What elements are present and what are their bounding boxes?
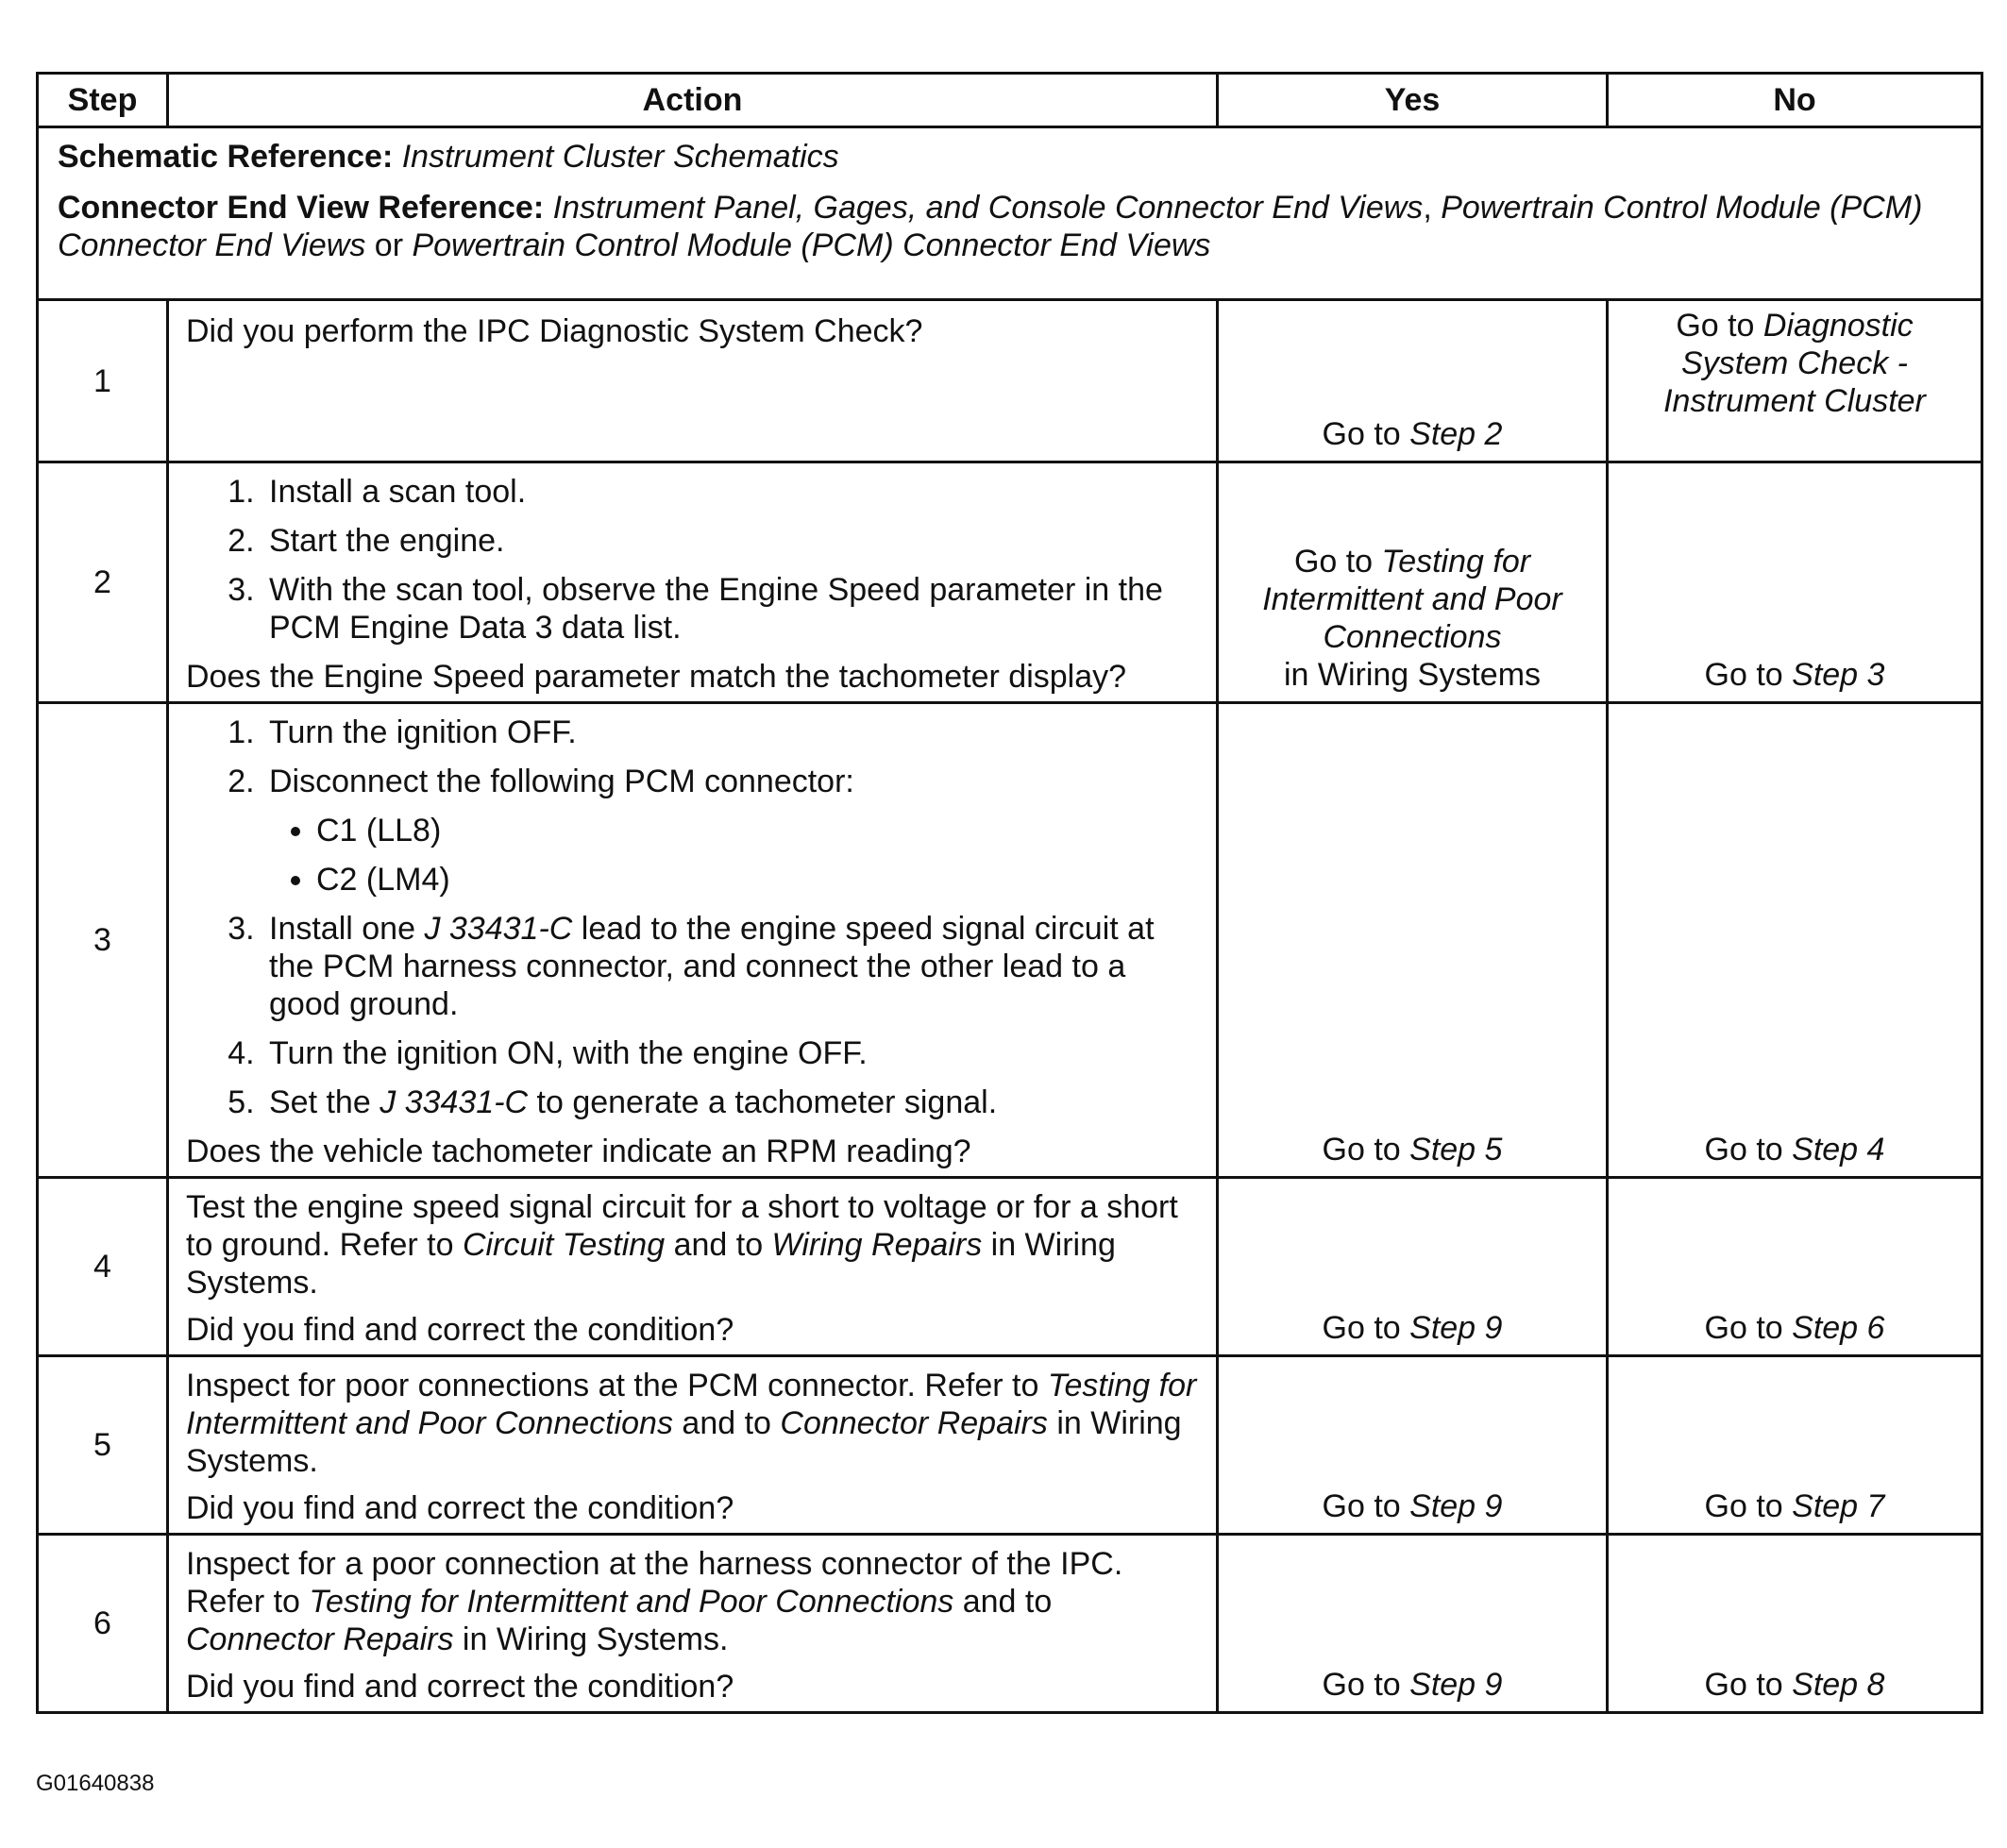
- reference-link[interactable]: Connector Repairs: [186, 1621, 454, 1657]
- connector-reference-label: Connector End View Reference:: [58, 190, 545, 226]
- header-action: Action: [168, 74, 1218, 127]
- schematic-reference-label: Schematic Reference:: [58, 139, 394, 175]
- action-text-part: Test the engine speed signal circuit for a short to voltage or for a short to ground. Refer to: [186, 1189, 1178, 1263]
- action-text-part: Inspect for a poor connection at the harness connector of the IPC. Refer to: [186, 1546, 1123, 1620]
- yes-link[interactable]: Step 9: [1409, 1310, 1503, 1346]
- action-step-text: Install one: [269, 911, 425, 947]
- action-step-item: [263, 910, 1201, 1023]
- no-link[interactable]: Step 3: [1792, 657, 1885, 693]
- no-link[interactable]: Step 6: [1792, 1310, 1885, 1346]
- yes-link[interactable]: Step 9: [1409, 1488, 1503, 1524]
- connector-reference-link-2[interactable]: Powertrain Control Module (PCM) Connector End Views: [58, 190, 1923, 263]
- tool-reference[interactable]: J 33431-C: [379, 1084, 529, 1120]
- action-step-item: [263, 763, 1201, 899]
- no-prefix: Go to: [1704, 1132, 1793, 1168]
- no-link[interactable]: Step 8: [1792, 1667, 1885, 1703]
- connector-list-item: • C1 (LL8): [316, 812, 1201, 849]
- connector-reference: [58, 189, 1962, 264]
- action-text: [186, 1545, 1201, 1658]
- action-question: Did you perform the IPC Diagnostic System Check?: [186, 313, 923, 349]
- action-cell: [168, 1178, 1218, 1356]
- reference-link[interactable]: Testing for Intermittent and Poor Connections: [309, 1584, 954, 1620]
- no-link[interactable]: Diagnostic System Check - Instrument Cluster: [1663, 308, 1926, 419]
- action-text: [186, 1367, 1201, 1480]
- action-text: [186, 1188, 1201, 1302]
- no-link[interactable]: Step 7: [1792, 1488, 1885, 1524]
- yes-cell: [1218, 1178, 1608, 1356]
- yes-cell: [1218, 300, 1608, 462]
- document-id: G01640838: [36, 1771, 155, 1796]
- action-text-part: and to: [672, 1405, 781, 1441]
- action-step-text: to generate a tachometer signal.: [528, 1084, 998, 1120]
- reference-link[interactable]: Circuit Testing: [462, 1227, 666, 1263]
- yes-prefix: Go to: [1322, 1667, 1410, 1703]
- diagnostic-table-container: [36, 72, 1981, 1714]
- table-row: [38, 703, 1982, 1178]
- step-number: 1: [38, 300, 168, 462]
- action-cell: [168, 1535, 1218, 1713]
- action-step-text: Disconnect the following PCM connector:: [269, 764, 854, 799]
- reference-cell: [38, 127, 1982, 300]
- action-question: Did you find and correct the condition?: [186, 1312, 734, 1348]
- action-step-item: [263, 714, 1201, 751]
- connector-reference-link-3[interactable]: Powertrain Control Module (PCM) Connector End Views: [412, 227, 1211, 263]
- no-cell: [1608, 462, 1982, 703]
- action-text-part: in Wiring Systems.: [453, 1621, 729, 1657]
- yes-prefix: Go to: [1322, 416, 1410, 452]
- yes-link[interactable]: Testing for Intermittent and Poor Connections: [1262, 544, 1562, 655]
- connector-reference-sep-1: ,: [1423, 190, 1442, 226]
- no-prefix: Go to: [1704, 1667, 1793, 1703]
- yes-cell: [1218, 1356, 1608, 1535]
- action-question: Did you find and correct the condition?: [186, 1490, 734, 1526]
- header-step: Step: [38, 74, 168, 127]
- action-question: Does the Engine Speed parameter match the tachometer display?: [186, 659, 1127, 695]
- header-yes: Yes: [1218, 74, 1608, 127]
- action-cell: [168, 462, 1218, 703]
- no-link[interactable]: Step 4: [1792, 1132, 1885, 1168]
- table-row: [38, 1178, 1982, 1356]
- yes-cell: [1218, 703, 1608, 1178]
- action-text-part: Inspect for poor connections at the PCM connector. Refer to: [186, 1368, 1048, 1403]
- no-prefix: Go to: [1676, 308, 1763, 344]
- yes-link[interactable]: Step 9: [1409, 1667, 1503, 1703]
- table-row: [38, 300, 1982, 462]
- connector-list: [269, 812, 1201, 899]
- tool-reference[interactable]: J 33431-C: [424, 911, 573, 947]
- no-prefix: Go to: [1704, 1488, 1793, 1524]
- action-cell: [168, 300, 1218, 462]
- action-step-item: 3. With the scan tool, observe the Engine Speed parameter in the PCM Engine Data 3 data list.: [263, 571, 1201, 647]
- yes-cell: [1218, 462, 1608, 703]
- action-question: Does the vehicle tachometer indicate an RPM reading?: [186, 1134, 971, 1169]
- yes-suffix: in Wiring Systems: [1283, 657, 1542, 693]
- action-step-item: [263, 1084, 1201, 1121]
- action-steps: [186, 714, 1201, 1121]
- action-step-item: 2. Start the engine.: [263, 522, 1201, 560]
- yes-prefix: Go to: [1322, 1132, 1410, 1168]
- reference-link[interactable]: Wiring Repairs: [771, 1227, 983, 1263]
- no-cell: [1608, 703, 1982, 1178]
- step-number: 5: [38, 1356, 168, 1535]
- reference-link[interactable]: Connector Repairs: [780, 1405, 1048, 1441]
- diagnostic-table: [36, 72, 1983, 1714]
- no-prefix: Go to: [1704, 657, 1793, 693]
- yes-prefix: Go to: [1293, 544, 1382, 580]
- action-cell: [168, 1356, 1218, 1535]
- action-text-part: in Wiring Systems.: [186, 1405, 1182, 1479]
- action-cell: [168, 703, 1218, 1178]
- no-cell: [1608, 1356, 1982, 1535]
- schematic-reference-link[interactable]: Instrument Cluster Schematics: [401, 139, 839, 175]
- no-cell: [1608, 1178, 1982, 1356]
- step-number: 6: [38, 1535, 168, 1713]
- no-prefix: Go to: [1704, 1310, 1793, 1346]
- action-step-text: Set the: [269, 1084, 380, 1120]
- action-step-item: 1. Install a scan tool.: [263, 473, 1201, 511]
- step-number: 4: [38, 1178, 168, 1356]
- action-step-item: [263, 1034, 1201, 1072]
- yes-cell: [1218, 1535, 1608, 1713]
- connector-reference-link-1[interactable]: Instrument Panel, Gages, and Console Connector End Views: [552, 190, 1424, 226]
- no-cell: [1608, 1535, 1982, 1713]
- action-text-part: and to: [665, 1227, 772, 1263]
- action-step-text: Turn the ignition ON, with the engine OFF.: [269, 1035, 868, 1071]
- yes-prefix: Go to: [1322, 1310, 1410, 1346]
- table-row: [38, 462, 1982, 703]
- action-steps: [186, 473, 1201, 647]
- yes-link[interactable]: Step 5: [1409, 1132, 1503, 1168]
- reference-link[interactable]: Testing for Intermittent and Poor Connections: [186, 1368, 1197, 1441]
- schematic-reference: [58, 138, 1962, 176]
- yes-link[interactable]: Step 2: [1409, 416, 1503, 452]
- header-row: [38, 74, 1982, 127]
- reference-row: [38, 127, 1982, 300]
- no-cell: [1608, 300, 1982, 462]
- table-row: [38, 1356, 1982, 1535]
- step-number: 2: [38, 462, 168, 703]
- step-number: 3: [38, 703, 168, 1178]
- action-step-text: lead to the engine speed signal circuit at the PCM harness connector, and connect the other lead to a good ground.: [269, 911, 1155, 1022]
- yes-prefix: Go to: [1322, 1488, 1410, 1524]
- action-text-part: in Wiring Systems.: [186, 1227, 1116, 1301]
- action-question: Did you find and correct the condition?: [186, 1669, 734, 1705]
- connector-reference-sep-2: or: [365, 227, 413, 263]
- action-step-text: Turn the ignition OFF.: [269, 714, 577, 750]
- table-row: [38, 1535, 1982, 1713]
- header-no: No: [1608, 74, 1982, 127]
- action-text-part: and to: [953, 1584, 1053, 1620]
- connector-list-item: • C2 (LM4): [316, 861, 1201, 899]
